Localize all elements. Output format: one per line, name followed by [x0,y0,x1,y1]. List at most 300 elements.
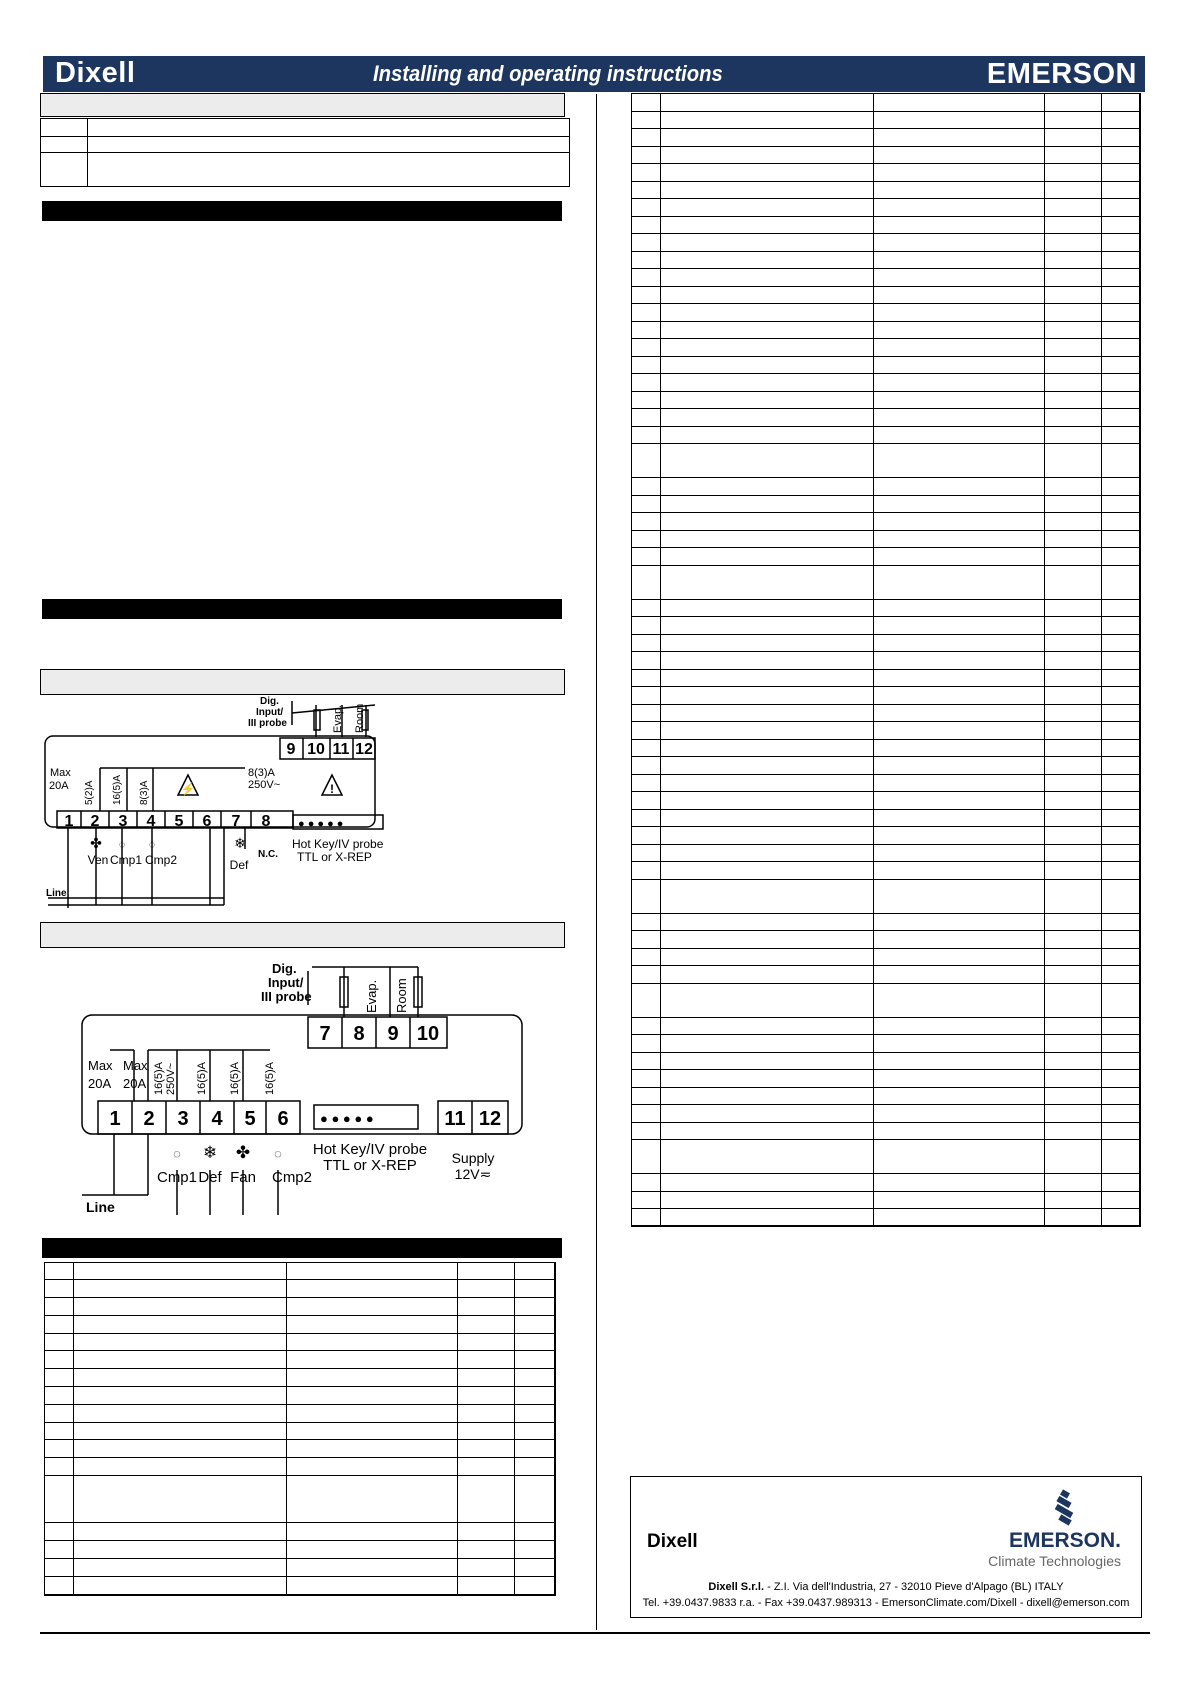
table-cell [874,757,1045,775]
dig-input-label-2: Input/ [256,707,284,718]
line-label: Line [46,888,67,899]
table-cell [632,757,661,775]
hotkey-label-1: Hot Key/IV probe [312,1141,428,1158]
table-cell [661,495,874,513]
table-cell [632,444,661,478]
terminal-7: 7 [319,1023,331,1045]
table-row [632,757,1141,775]
table-row [632,652,1141,670]
table-cell [1045,1035,1102,1053]
table-cell [874,164,1045,182]
table-cell [45,1351,74,1369]
table-cell [632,599,661,617]
table-cell [632,931,661,949]
terminal-1: 1 [109,1108,121,1130]
table-cell [515,1369,556,1387]
table-cell [661,844,874,862]
hotkey-label-2: TTL or X-REP [323,1157,417,1174]
table-cell [661,704,874,722]
table-cell [1045,495,1102,513]
table-row [632,617,1141,635]
table-cell [1045,931,1102,949]
table-cell [632,216,661,234]
table-cell [1102,1070,1141,1088]
table-row [632,426,1141,444]
table-cell [458,1351,515,1369]
table-cell [632,1035,661,1053]
table-cell [1102,1122,1141,1140]
table-cell [632,129,661,147]
table-cell [661,530,874,548]
table-cell [1102,391,1141,409]
load-def: Def [229,858,249,872]
table-cell [1045,652,1102,670]
table-cell [632,827,661,845]
hotkey-label-1: Hot Key/IV probe [292,837,384,851]
table-cell [1045,862,1102,880]
footer-climate-technologies: Climate Technologies [988,1553,1121,1569]
table-cell [661,1052,874,1070]
table-row [45,1423,556,1440]
terminal-8: 8 [261,813,271,830]
table-cell [661,652,874,670]
table-cell [458,1405,515,1423]
table-cell [1102,1191,1141,1209]
table-row [632,774,1141,792]
table-row [632,948,1141,966]
table-cell [874,1035,1045,1053]
table-cell [1102,426,1141,444]
table-row [632,356,1141,374]
table-cell [458,1387,515,1405]
table-cell [874,478,1045,496]
table-cell [1102,617,1141,635]
table-cell [661,1017,874,1035]
table-cell [1102,669,1141,687]
table-row [632,339,1141,357]
table-cell [1045,704,1102,722]
right-parameter-table [631,93,1141,1227]
table-cell [661,862,874,880]
table-cell [287,1369,458,1387]
table-cell [1102,1209,1141,1227]
table-cell [661,669,874,687]
table-cell [874,94,1045,112]
table-cell [1045,286,1102,304]
table-cell [661,722,874,740]
table-cell [632,722,661,740]
table-cell [1102,478,1141,496]
table-cell [458,1280,515,1298]
table-cell [515,1559,556,1577]
table-cell [1102,983,1141,1017]
rating-16-5a-c: 16(5)A [229,1061,241,1095]
table-cell [874,634,1045,652]
table-cell [74,1351,287,1369]
load-def: Def [198,1169,222,1186]
table-cell [874,1122,1045,1140]
table-cell [515,1458,556,1476]
table-cell [661,251,874,269]
table-row [632,111,1141,129]
table-cell [1045,513,1102,531]
table-row [632,444,1141,478]
table-cell [45,1440,74,1458]
table-cell [515,1476,556,1523]
table-cell [661,617,874,635]
table-cell [515,1523,556,1541]
top-left-table [40,118,570,187]
table-cell [661,687,874,705]
table-row [632,94,1141,112]
table-cell [458,1559,515,1577]
table-cell [632,948,661,966]
table-cell [74,1458,287,1476]
terminal-10: 10 [416,1023,440,1045]
table-cell [287,1440,458,1458]
table-cell [874,704,1045,722]
table-cell [632,704,661,722]
table-cell [632,844,661,862]
table-cell [632,983,661,1017]
table-cell [1045,565,1102,599]
table-cell [1102,409,1141,427]
table-cell [74,1334,287,1351]
table-row [632,792,1141,810]
table-cell [874,948,1045,966]
table-cell [632,495,661,513]
table-cell [874,391,1045,409]
table-row [45,1458,556,1476]
table-cell [1102,948,1141,966]
max-label: Max [50,767,71,779]
table-cell [661,426,874,444]
table-cell [1045,827,1102,845]
table-cell [74,1316,287,1334]
table-cell [1045,181,1102,199]
rating-8-3a: 8(3)A [139,780,150,805]
table-cell [1045,879,1102,913]
table-cell [632,1070,661,1088]
terminal-9: 9 [286,741,296,758]
table-cell [1045,599,1102,617]
table-cell [74,1280,287,1298]
table-row [632,1035,1141,1053]
table-cell [515,1541,556,1559]
warning-icon: ! [330,782,334,796]
footer-contact-line: Tel. +39.0437.9833 r.a. - Fax +39.0437.989313 - EmersonClimate.com/Dixell - dixell@emerson.com [642,1597,1130,1609]
evap-probe-label: Evap. [364,979,379,1013]
terminal-12: 12 [478,1108,502,1130]
table-cell [74,1559,287,1577]
table-cell [661,983,874,1017]
table-cell [1045,111,1102,129]
table-cell [632,739,661,757]
header-bar [43,56,1145,92]
table-cell [74,1440,287,1458]
section-bar-1 [40,93,565,117]
table-cell [1045,1122,1102,1140]
table-cell [874,286,1045,304]
table-cell [1102,1087,1141,1105]
left-parameter-table [44,1262,556,1596]
table-cell [1102,652,1141,670]
table-cell [874,1070,1045,1088]
table-cell [287,1405,458,1423]
table-cell [661,1209,874,1227]
table-row [45,1298,556,1316]
table-cell [1045,809,1102,827]
table-cell [74,1476,287,1523]
table-cell [515,1387,556,1405]
table-cell [632,792,661,810]
table-cell [874,1140,1045,1174]
table-cell [632,1087,661,1105]
table-cell [1045,948,1102,966]
table-cell [287,1541,458,1559]
footer-contact-box [630,1476,1142,1618]
table-cell [1102,1052,1141,1070]
rating-5-2a: 5(2)A [84,780,95,805]
table-cell [632,146,661,164]
table-cell [632,548,661,566]
table-cell [1102,634,1141,652]
table-cell [632,1174,661,1192]
table-cell [874,409,1045,427]
table-cell [874,199,1045,217]
table-cell [1102,862,1141,880]
table-cell [661,356,874,374]
table-cell [1102,879,1141,913]
table-cell [632,669,661,687]
table-cell [661,391,874,409]
table-row [632,548,1141,566]
table-cell [458,1369,515,1387]
table-cell [287,1280,458,1298]
table-cell [45,1458,74,1476]
table-cell [1045,234,1102,252]
table-cell [1102,913,1141,931]
table-cell [1045,164,1102,182]
table-cell [1045,199,1102,217]
hotkey-port-dots: ● ● ● ● ● [298,818,344,830]
table-cell [74,1523,287,1541]
table-cell [661,1140,874,1174]
table-cell [874,739,1045,757]
table-cell [661,181,874,199]
table-cell [458,1523,515,1541]
table-cell [74,1298,287,1316]
table-row [632,809,1141,827]
fan-icon: ✤ [90,835,102,851]
table-cell [1045,391,1102,409]
table-cell [1045,426,1102,444]
table-row [45,1263,556,1280]
table-row [632,722,1141,740]
table-cell [287,1263,458,1280]
table-row [632,391,1141,409]
table-cell [45,1577,74,1595]
table-row [632,913,1141,931]
table-cell [632,879,661,913]
table-cell [1045,966,1102,984]
table-cell [45,1541,74,1559]
table-cell [1102,339,1141,357]
terminal-1: 1 [64,813,74,830]
table-cell [661,948,874,966]
defrost-snowflake-icon: ❄ [202,1143,218,1162]
table-cell [632,687,661,705]
table-cell [458,1476,515,1523]
table-cell [45,1298,74,1316]
bottom-rule [40,1632,1150,1634]
table-cell [1045,251,1102,269]
table-cell [661,792,874,810]
table-cell [1045,722,1102,740]
table-cell [515,1440,556,1458]
table-cell [1102,129,1141,147]
table-cell [874,652,1045,670]
table-cell [1102,304,1141,322]
table-cell [874,129,1045,147]
table-cell [1102,199,1141,217]
table-cell [632,565,661,599]
table-row [632,565,1141,599]
table-cell [1045,1017,1102,1035]
table-cell [458,1316,515,1334]
table-cell [661,931,874,949]
terminal-11: 11 [332,741,350,758]
table-cell [1102,146,1141,164]
terminal-5: 5 [244,1108,256,1130]
wiring-diagram-1 [40,693,420,913]
terminal-8: 8 [353,1023,365,1045]
table-cell [1045,1105,1102,1123]
relay8-rating: 8(3)A [248,767,275,779]
table-cell [1102,374,1141,392]
table-cell [874,1174,1045,1192]
table-cell [1102,513,1141,531]
table-cell [632,1122,661,1140]
table-cell [1102,966,1141,984]
nc-label: N.C. [258,849,278,860]
table-cell [1045,1209,1102,1227]
table-cell [632,94,661,112]
table-cell [661,199,874,217]
table-row [632,181,1141,199]
table-cell [874,495,1045,513]
table-row [632,530,1141,548]
table-cell [874,356,1045,374]
table-cell [74,1405,287,1423]
table-cell [1045,617,1102,635]
table-cell [874,1105,1045,1123]
table-cell [632,304,661,322]
table-cell [874,1087,1045,1105]
table-cell [632,862,661,880]
table-row [632,129,1141,147]
table-cell [661,1105,874,1123]
table-cell [661,774,874,792]
table-cell [874,181,1045,199]
table-cell [1102,111,1141,129]
table-cell [45,1559,74,1577]
table-cell [874,374,1045,392]
table-cell [45,1387,74,1405]
table-row [632,1070,1141,1088]
table-row [632,669,1141,687]
table-cell [287,1577,458,1595]
table-cell [874,844,1045,862]
table-row [45,1405,556,1423]
table-cell [874,565,1045,599]
table-cell [45,1263,74,1280]
table-cell [515,1351,556,1369]
table-cell [874,304,1045,322]
table-cell [661,304,874,322]
table-cell [632,374,661,392]
rating-16-5a: 16(5)A [112,774,123,805]
table-cell [1102,931,1141,949]
rating-16-5a-d: 16(5)A [264,1061,276,1095]
table-cell [874,1209,1045,1227]
table-cell [874,548,1045,566]
table-row [632,844,1141,862]
table-cell [1045,444,1102,478]
table-cell [632,478,661,496]
table-cell [874,966,1045,984]
hotkey-label-2: TTL or X-REP [297,850,372,864]
table-cell [632,409,661,427]
compressor-icon-1: ◌ [118,839,126,851]
table-cell [874,234,1045,252]
table-cell [874,251,1045,269]
table-cell [661,478,874,496]
table-cell [1045,669,1102,687]
table-cell [515,1263,556,1280]
dig-input-label-1: Dig. [272,961,297,976]
table-cell [661,599,874,617]
table-row [632,409,1141,427]
table-cell [1045,304,1102,322]
table-cell [1045,983,1102,1017]
table-cell [1045,739,1102,757]
footer-address-text: - Z.I. Via dell'Industria, 27 - 32010 Pieve d'Alpago (BL) ITALY [764,1581,1064,1593]
table-cell [661,913,874,931]
table-cell [515,1334,556,1351]
table-cell [874,269,1045,287]
table-row [632,931,1141,949]
table-cell [632,286,661,304]
table-cell [661,321,874,339]
wiring-diagram-2 [80,955,530,1215]
table-cell [74,1423,287,1440]
table-cell [874,1191,1045,1209]
max-20a-label-2: 20A [123,1076,147,1091]
table-cell [874,426,1045,444]
table-cell [632,1140,661,1174]
table-cell [874,862,1045,880]
table-cell [1102,164,1141,182]
table-cell [515,1298,556,1316]
table-row [45,1523,556,1541]
max-label-2: Max [123,1058,148,1073]
table-cell [74,1577,287,1595]
table-cell [74,1369,287,1387]
table-cell [632,426,661,444]
table-cell [515,1423,556,1440]
table-cell [1102,356,1141,374]
